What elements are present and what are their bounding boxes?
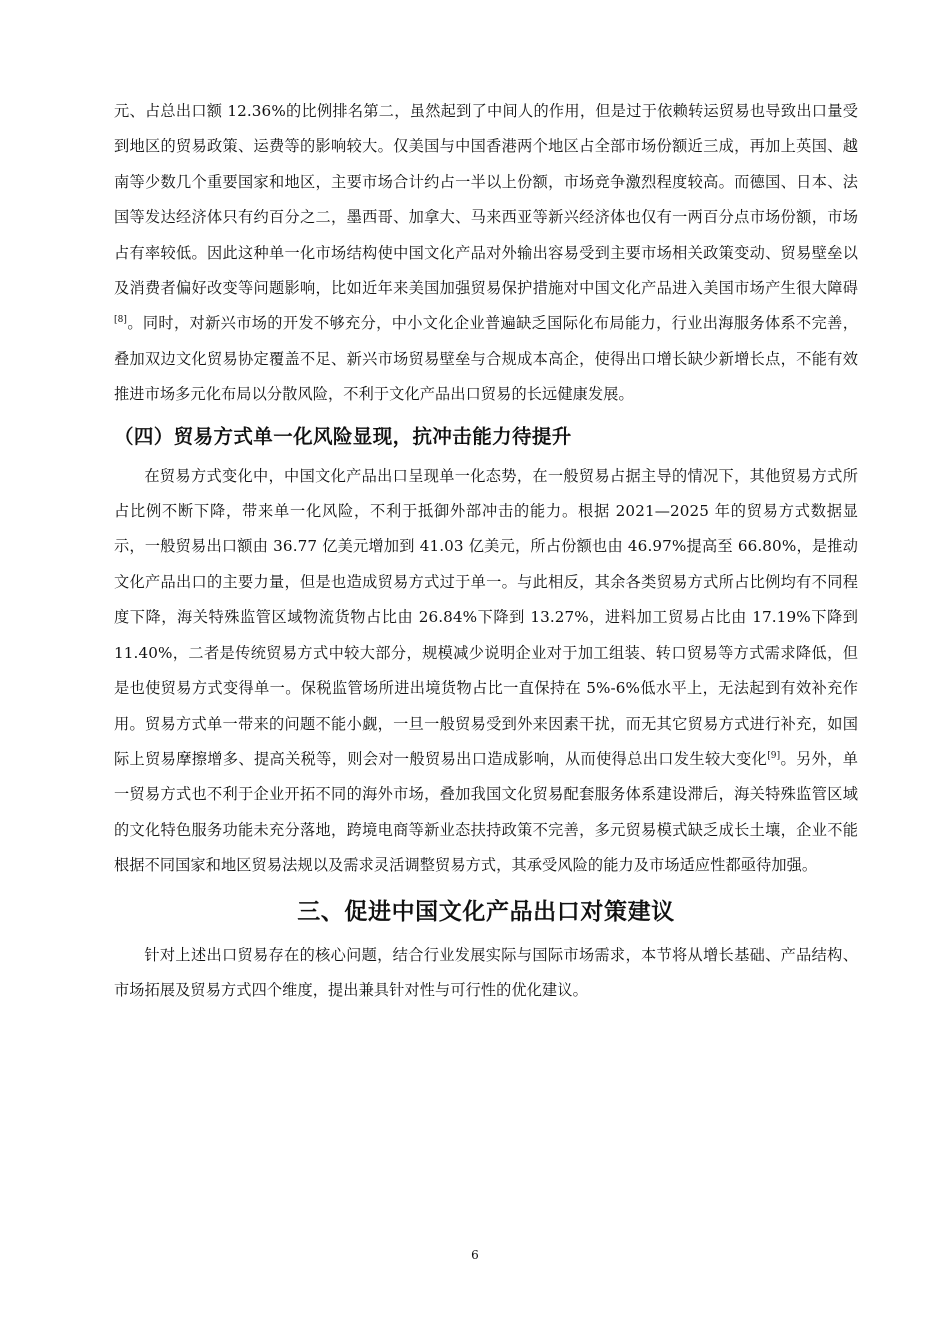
- paragraph-text: 。同时，对新兴市场的开发不够充分，中小文化企业普遍缺乏国际化布局能力，行业出海服务体系不完善，叠加双边文化贸易协定覆盖不足、新兴市场贸易壁垒与合规成本高企，使得出口增长缺少新增长点，不能有效推进市场多元化布局以分散风险，不利于文化产品出口贸易的长远健康发展。: [114, 314, 858, 404]
- paragraph-text: 元、占总出口额 12.36%的比例排名第二，虽然起到了中间人的作用，但是过于依赖转运贸易也导致出口量受到地区的贸易政策、运费等的影响较大。仅美国与中国香港两个地区占全部市场份额近三成，再加上英国、越南等少数几个重要国家和地区，主要市场合计约占一半以上份额，市场竞争激烈程度较高。而德国、日本、法国等发达经济体只有约百分之二，墨西哥、加拿大、马来西亚等新兴经济体也仅有一两百分点市场份额，市场占有率较低。因此这种单一化市场结构使中国文化产品对外输出容易受到主要市场相关政策变动、贸易壁垒以及消费者偏好改变等问题影响，比如近年来美国加强贸易保护措施对中国文化产品进入美国市场产生很大障碍: [114, 102, 858, 298]
- page-number: 6: [471, 1248, 479, 1262]
- paragraph-text: 在贸易方式变化中，中国文化产品出口呈现单一化态势，在一般贸易占据主导的情况下，其他贸易方式所占比例不断下降，带来单一化风险，不利于抵御外部冲击的能力。根据 2021—2025 年的贸易方式数据显示，一般贸易出口额由 36.77 亿美元增加到 41.03 亿美元，所占份额也由 46.97%提高至 66.80%，是推动文化产品出口的主要力量，但是也造成贸易方式过于单一。与此相反，其余各类贸易方式所占比例均有不同程度下降，海关特殊监管区域物流货物占比由 26.84%下降到 13.27%，进料加工贸易占比由 17.19%下降到 11.40%，二者是传统贸易方式中较大部分，规模减少说明企业对于加工组装、转口贸易等方式需求降低，但是也使贸易方式变得单一。保税监管场所进出境货物占比一直保持在 5%-6%低水平上，无法起到有效补充作用。贸易方式单一带来的问题不能小觑，一旦一般贸易受到外来因素干扰，而无其它贸易方式进行补充，如国际上贸易摩擦增多、提高关税等，则会对一般贸易出口造成影响，从而使得总出口发生较大变化: [114, 466, 858, 768]
- paragraph-text: 。另外，单一贸易方式也不利于企业开拓不同的海外市场，叠加我国文化贸易配套服务体系建设滞后，海关特殊监管区域的文化特色服务功能未充分落地，跨境电商等新业态扶持政策不完善，多元贸易模式缺乏成长土壤，企业不能根据不同国家和地区贸易法规以及需求灵活调整贸易方式，其承受风险的能力及市场适应性都亟待加强。: [114, 749, 859, 875]
- citation-9[interactable]: [9]: [767, 750, 781, 761]
- subheading-trade-mode-risk: （四）贸易方式单一化风险显现，抗冲击能力待提升: [114, 424, 572, 448]
- document-page: [114, 94, 858, 1008]
- section-heading-policy-suggestions: 三、促进中国文化产品出口对策建议: [297, 898, 675, 925]
- paragraph-market-concentration: [114, 94, 858, 413]
- paragraph-section-intro: 针对上述出口贸易存在的核心问题，结合行业发展实际与国际市场需求，本节将从增长基础、产品结构、市场拓展及贸易方式四个维度，提出兼具针对性与可行性的优化建议。: [114, 945, 858, 999]
- paragraph-trade-mode: [114, 459, 858, 884]
- citation-8[interactable]: [8]: [114, 315, 128, 326]
